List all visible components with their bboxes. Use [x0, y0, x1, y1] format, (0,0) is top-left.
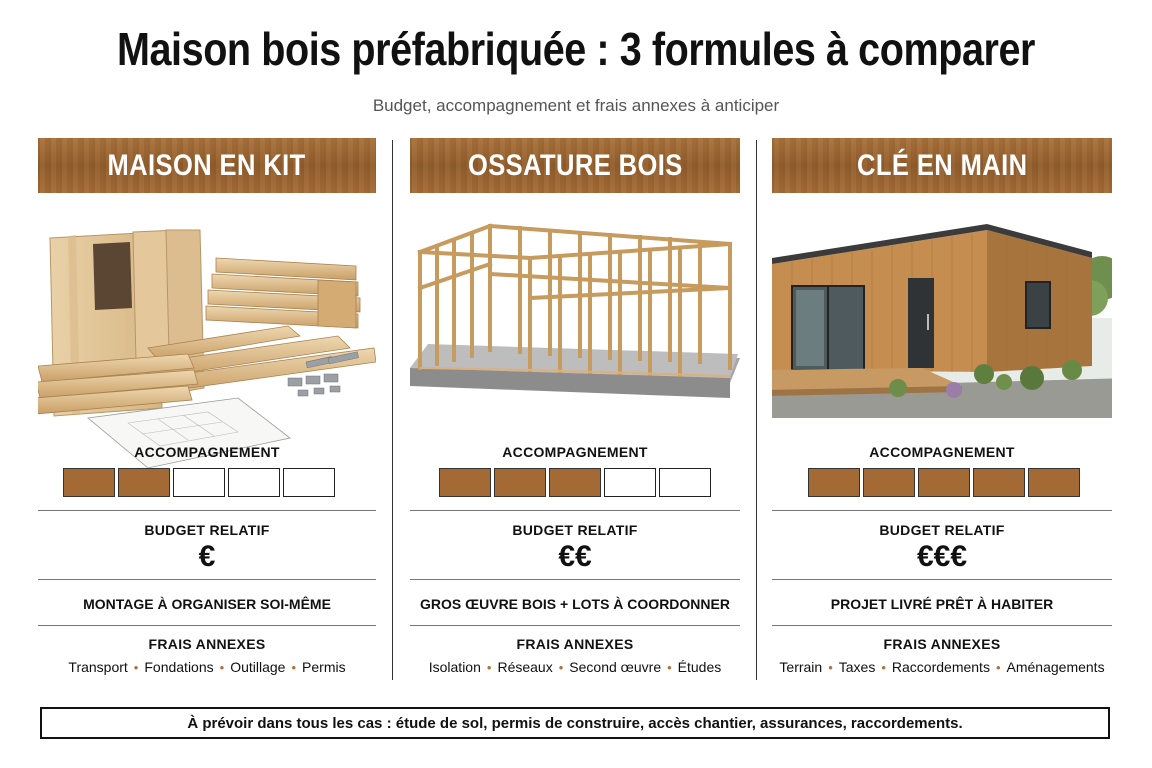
column-turnkey — [772, 138, 1112, 678]
bullet-icon: • — [881, 660, 886, 675]
fees-list — [772, 659, 1112, 675]
column-divider — [392, 140, 393, 680]
fee-item: Études — [677, 659, 722, 675]
kit-house-illustration — [38, 218, 376, 508]
page-title: Maison bois préfabriquée : 3 formules à comparer — [116, 23, 1036, 75]
gauge-cell-filled — [118, 468, 170, 497]
timber-frame-illustration — [410, 218, 740, 508]
gauge-cell-filled — [549, 468, 601, 497]
budget-value: €€ — [558, 540, 592, 573]
column-divider — [756, 140, 757, 680]
fee-item: Transport — [68, 659, 128, 675]
accompaniment-label: ACCOMPAGNEMENT — [134, 444, 280, 460]
fees-label: FRAIS ANNEXES — [148, 636, 266, 652]
column-heading: MAISON EN KIT — [107, 148, 307, 182]
separator — [772, 510, 1112, 511]
fees-label: FRAIS ANNEXES — [883, 636, 1001, 652]
column-heading-banner — [38, 138, 376, 193]
separator — [772, 579, 1112, 580]
fee-item: Terrain — [779, 659, 823, 675]
separator — [772, 625, 1112, 626]
bullet-icon: • — [995, 660, 1001, 675]
gauge-cell-filled — [494, 468, 546, 497]
fee-item: Second œuvre — [569, 659, 662, 675]
fees-list — [410, 659, 740, 675]
gauge-cell-empty — [659, 468, 711, 497]
fee-item: Aménagements — [1006, 659, 1105, 675]
gauge-cell-filled — [1028, 468, 1080, 497]
gauge-cell-filled — [439, 468, 491, 497]
budget-value: €€€ — [916, 540, 968, 573]
bullet-icon: • — [291, 660, 297, 675]
fee-item: Raccordements — [891, 659, 990, 675]
column-heading-banner — [772, 138, 1112, 193]
gauge-cell-filled — [973, 468, 1025, 497]
separator — [410, 510, 740, 511]
formula-description: MONTAGE À ORGANISER SOI-MÊME — [83, 596, 331, 612]
gauge-cell-empty — [173, 468, 225, 497]
column-heading: CLÉ EN MAIN — [856, 148, 1028, 182]
accompaniment-gauge — [63, 468, 335, 497]
gauge-cell-filled — [63, 468, 115, 497]
bullet-icon: • — [486, 660, 492, 675]
gauge-cell-empty — [228, 468, 280, 497]
page-subtitle: Budget, accompagnement et frais annexes à anticiper — [372, 96, 780, 115]
bullet-icon: • — [133, 660, 139, 675]
accompaniment-gauge — [439, 468, 711, 497]
formula-description: PROJET LIVRÉ PRÊT À HABITER — [830, 596, 1054, 612]
fee-item: Isolation — [428, 659, 481, 675]
gauge-cell-empty — [283, 468, 335, 497]
gauge-cell-empty — [604, 468, 656, 497]
budget-label: BUDGET RELATIF — [512, 522, 638, 538]
budget-label: BUDGET RELATIF — [879, 522, 1005, 538]
fee-item: Fondations — [144, 659, 214, 675]
fees-label: FRAIS ANNEXES — [516, 636, 634, 652]
bullet-icon: • — [219, 660, 225, 675]
accompaniment-gauge — [808, 468, 1080, 497]
gauge-cell-filled — [808, 468, 860, 497]
footer-note: À prévoir dans tous les cas : étude de sol, permis de construire, accès chantier, assurances, raccordements. — [40, 707, 1110, 739]
bullet-icon: • — [828, 660, 833, 675]
separator — [38, 579, 376, 580]
separator — [38, 625, 376, 626]
gauge-cell-filled — [863, 468, 915, 497]
column-timber-frame — [410, 138, 740, 678]
column-heading-banner — [410, 138, 740, 193]
fee-item: Taxes — [838, 659, 876, 675]
bullet-icon: • — [558, 660, 564, 675]
accompaniment-label: ACCOMPAGNEMENT — [869, 444, 1015, 460]
accompaniment-label: ACCOMPAGNEMENT — [502, 444, 648, 460]
column-kit — [38, 138, 376, 678]
fee-item: Outillage — [230, 659, 286, 675]
gauge-cell-filled — [918, 468, 970, 497]
separator — [410, 625, 740, 626]
fees-list — [38, 659, 376, 675]
bullet-icon: • — [667, 660, 672, 675]
separator — [410, 579, 740, 580]
budget-value: € — [198, 540, 216, 573]
column-heading: OSSATURE BOIS — [467, 148, 683, 182]
fee-item: Réseaux — [497, 659, 553, 675]
turnkey-house-illustration — [772, 218, 1112, 508]
fee-item: Permis — [302, 659, 346, 675]
formula-description: GROS ŒUVRE BOIS + LOTS À COORDONNER — [420, 596, 730, 612]
separator — [38, 510, 376, 511]
budget-label: BUDGET RELATIF — [144, 522, 270, 538]
